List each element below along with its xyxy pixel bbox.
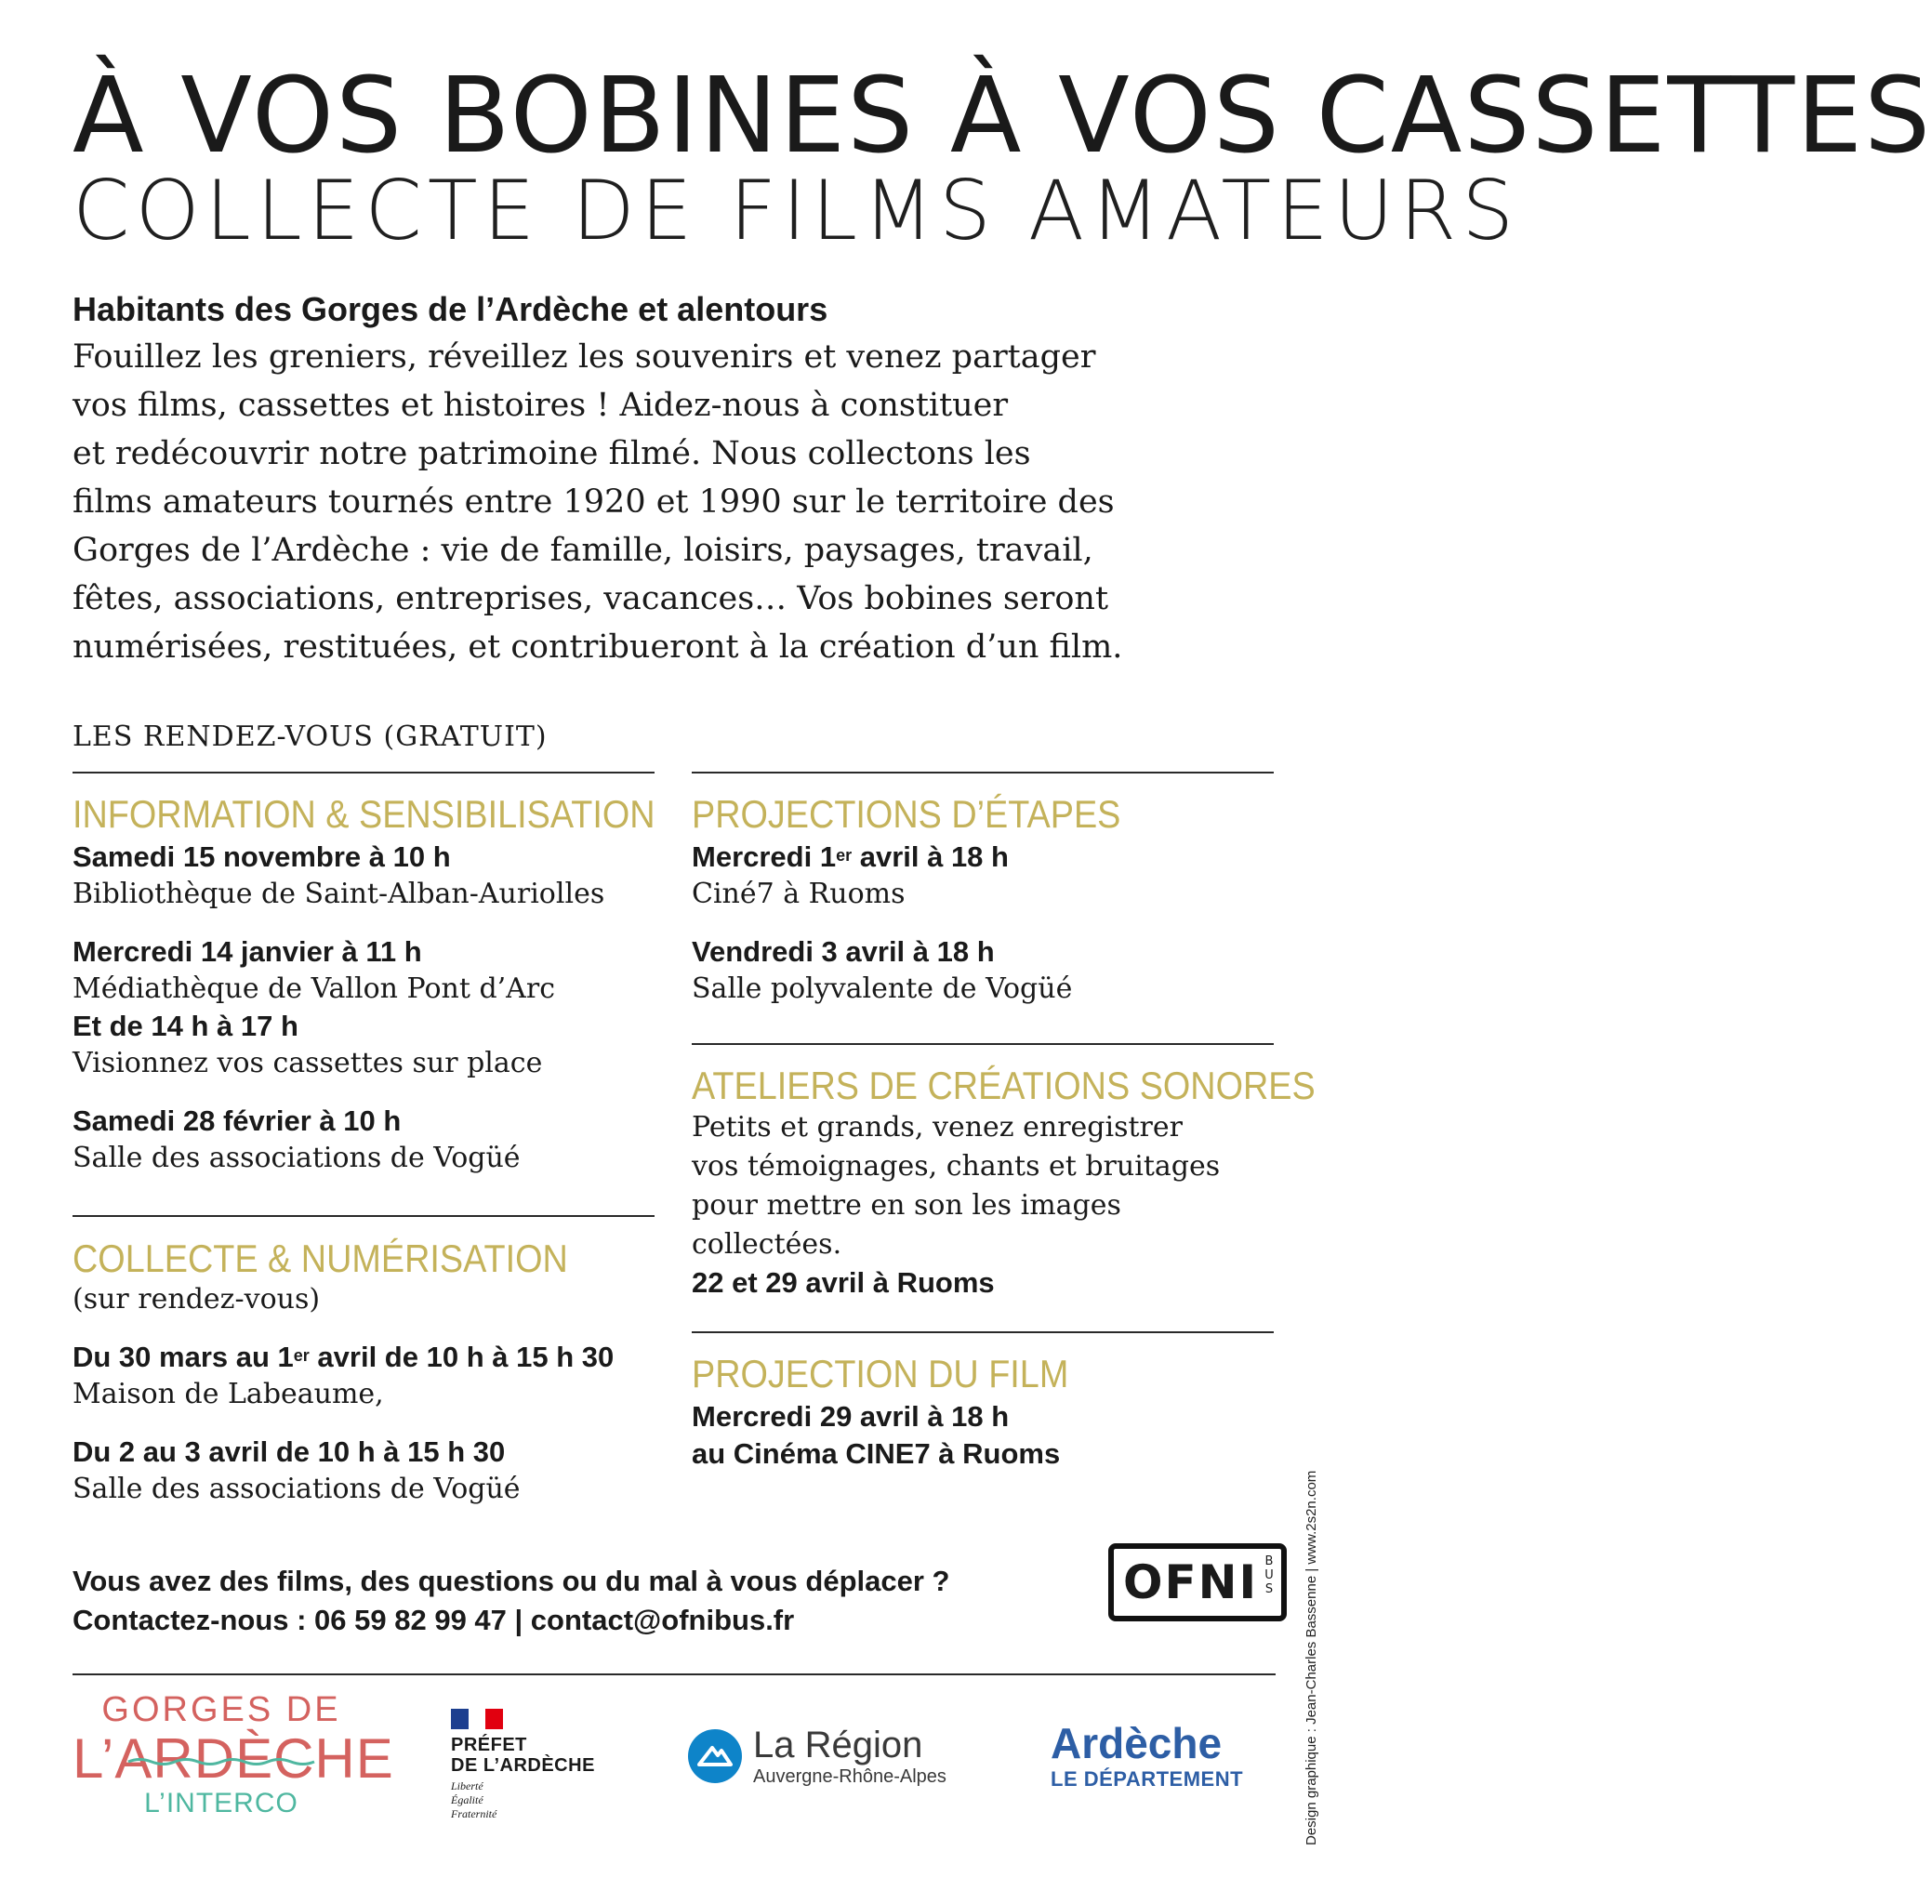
description-line: Petits et grands, venez enregistrer <box>692 1111 1183 1144</box>
intro-line: numérisées, restituées, et contribueront à la création d’un film. <box>73 628 1123 666</box>
event-date: Mercredi 29 avril à 18 h <box>692 1400 1010 1433</box>
intro-heading: Habitants des Gorges de l’Ardèche et alentours <box>73 290 828 328</box>
ofni-logo-word: OFNI <box>1123 1555 1259 1609</box>
event-date <box>692 839 1287 876</box>
divider <box>73 1673 1276 1675</box>
section-description <box>692 1108 1287 1264</box>
event-date: Vendredi 3 avril à 18 h <box>692 935 995 968</box>
logo-line: L’ARDÈCHE <box>73 1727 394 1790</box>
contact-question: Vous avez des films, des questions ou du mal à vous déplacer ? <box>73 1565 950 1597</box>
section-title: INFORMATION & SENSIBILISATION <box>73 792 655 836</box>
event-place: Maison de Labeaume, <box>73 1378 384 1410</box>
ofni-bus-logo <box>1108 1543 1287 1621</box>
section-collecte <box>73 1236 668 1508</box>
event-place: Ciné7 à Ruoms <box>692 878 906 910</box>
event-place: Salle des associations de Vogüé <box>73 1142 521 1174</box>
event-date-part: avril de 10 h à 15 h 30 <box>309 1341 615 1373</box>
event-date: Samedi 15 novembre à 10 h <box>73 840 451 873</box>
divider <box>73 1215 655 1217</box>
contact-details[interactable]: Contactez-nous : 06 59 82 99 47 | contact@ofnibus.fr <box>73 1604 795 1636</box>
logo-line: L’INTERCO <box>144 1788 298 1818</box>
poster-subtitle: COLLECTE DE FILMS AMATEURS <box>73 163 1520 258</box>
event-date: 22 et 29 avril à Ruoms <box>692 1266 995 1299</box>
poster-title: À VOS BOBINES À VOS CASSETTES <box>73 56 1932 177</box>
event-date <box>73 1339 668 1376</box>
event-date: Du 2 au 3 avril de 10 h à 15 h 30 <box>73 1435 506 1468</box>
ordinal-suffix: er <box>836 846 853 865</box>
section-title: ATELIERS DE CRÉATIONS SONORES <box>692 1064 1316 1107</box>
event-place: Salle des associations de Vogüé <box>73 1473 521 1505</box>
section-subtitle: (sur rendez-vous) <box>73 1283 321 1316</box>
event-place: au Cinéma CINE7 à Ruoms <box>692 1437 1061 1470</box>
republic-motto <box>451 1779 595 1821</box>
event-date-part: Mercredi 1 <box>692 840 837 873</box>
intro-line: et redécouvrir notre patrimoine filmé. Nous collectons les <box>73 435 1031 472</box>
region-logo <box>688 1725 946 1788</box>
event-place: Salle polyvalente de Vogüé <box>692 972 1073 1005</box>
logo-line: PRÉFET <box>451 1735 527 1755</box>
section-information <box>73 792 668 1177</box>
description-line: pour mettre en son les images <box>692 1189 1121 1222</box>
intro-line: Gorges de l’Ardèche : vie de famille, loisirs, paysages, travail, <box>73 532 1093 569</box>
intro-line: films amateurs tournés entre 1920 et 1990 sur le territoire des <box>73 483 1115 521</box>
intro-paragraph <box>73 333 1263 671</box>
ofni-logo-bus: B U S <box>1264 1554 1274 1596</box>
rendez-vous-label: LES RENDEZ-VOUS (GRATUIT) <box>73 721 548 753</box>
prefet-logo <box>451 1709 595 1821</box>
event-date-part: avril à 18 h <box>852 840 1009 873</box>
divider <box>692 1331 1274 1333</box>
event-date-part: Du 30 mars au 1 <box>73 1341 294 1373</box>
section-ateliers <box>692 1064 1316 1302</box>
intro-line: vos films, cassettes et histoires ! Aidez-nous à constituer <box>73 387 1009 424</box>
logo-line: LE DÉPARTEMENT <box>1051 1767 1244 1791</box>
logo-line: Ardèche <box>1051 1719 1223 1767</box>
mountain-icon <box>688 1729 742 1783</box>
event-place: Médiathèque de Vallon Pont d’Arc <box>73 972 555 1005</box>
section-title: PROJECTIONS D’ÉTAPES <box>692 792 1121 836</box>
section-title: COLLECTE & NUMÉRISATION <box>73 1236 568 1280</box>
divider <box>692 772 1274 774</box>
ardeche-departement-logo <box>1051 1720 1243 1792</box>
logo-line: GORGES DE <box>101 1690 341 1729</box>
event-place: Bibliothèque de Saint-Alban-Auriolles <box>73 878 605 910</box>
section-projections-etapes <box>692 792 1287 1008</box>
event-date: Et de 14 h à 17 h <box>73 1010 298 1042</box>
intro-line: fêtes, associations, entreprises, vacances… Vos bobines seront <box>73 580 1109 617</box>
french-flag-icon <box>451 1709 503 1729</box>
logo-line: La Région <box>753 1725 923 1765</box>
description-line: vos témoignages, chants et bruitages <box>692 1150 1221 1183</box>
contact-block <box>73 1562 949 1640</box>
gorges-ardeche-logo <box>73 1690 394 1820</box>
section-title: PROJECTION DU FILM <box>692 1352 1069 1395</box>
logo-line: Auvergne-Rhône-Alpes <box>753 1766 946 1787</box>
divider <box>692 1043 1274 1045</box>
section-projection-film <box>692 1352 1287 1473</box>
motto-word: Égalité <box>451 1793 483 1806</box>
ordinal-suffix: er <box>293 1346 310 1365</box>
design-credit: Design graphique : Jean-Charles Bassenne | www.2s2n.com <box>1303 1470 1319 1845</box>
event-place: Visionnez vos cassettes sur place <box>73 1047 543 1079</box>
intro-line: Fouillez les greniers, réveillez les souvenirs et venez partager <box>73 338 1096 376</box>
event-date: Samedi 28 février à 10 h <box>73 1104 402 1137</box>
divider <box>73 772 655 774</box>
motto-word: Liberté <box>451 1779 483 1792</box>
event-date: Mercredi 14 janvier à 11 h <box>73 935 422 968</box>
motto-word: Fraternité <box>451 1807 497 1820</box>
logo-line: DE L’ARDÈCHE <box>451 1755 595 1776</box>
description-line: collectées. <box>692 1228 842 1261</box>
